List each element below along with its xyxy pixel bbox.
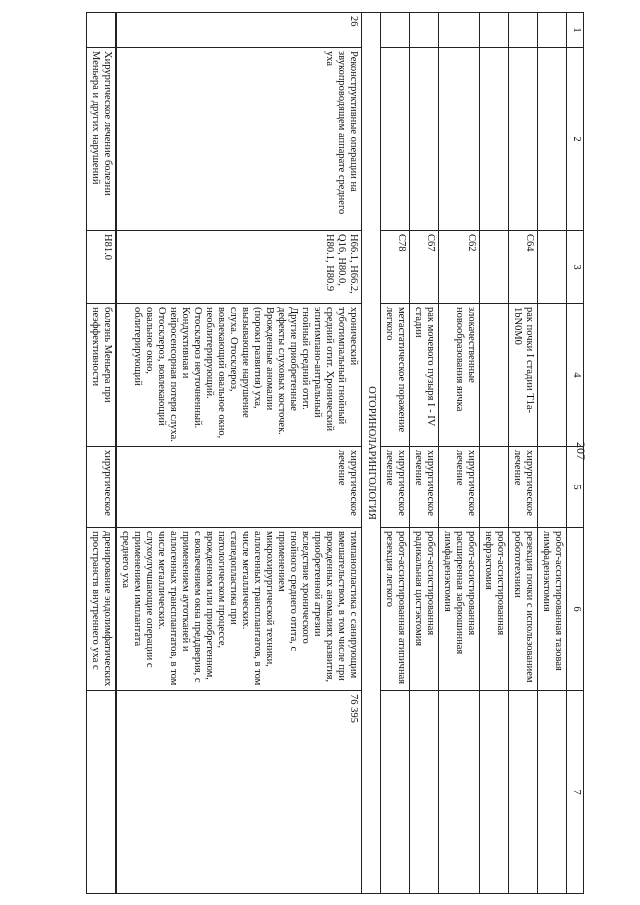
method-cell: резекция почки с использованием робототехники [509,528,538,691]
diagnosis-cell: хронический туботимпальный гнойный средний отит. Хронический эпитимпано-антральный гнойный средний отит. Другие приобретенные дефекты слуховых косточек. Врожденные аномалии (пороки развития) уха, вызывающие нарушение слуха. Отосклероз, вовлекающий овальное окно, необлитерирующий. Отосклероз неуточненный. Кондуктивная и нейросенсорная потеря слуха. Отосклероз, вовлекающий овальное окно, облитерирующий [116,304,362,447]
row-number: 26 [116,13,362,48]
code-cell [538,231,567,304]
treatment-type-cell: хирургическое [87,447,117,528]
col-header: 6 [567,528,584,691]
code-cell: H81.0 [87,231,117,304]
code-cell: C64 [509,231,538,304]
table-row [381,13,410,894]
code-cell: C67 [410,231,439,304]
rotated-table-sheet [24,12,584,892]
code-cell: C78 [381,231,410,304]
treatment-type-cell: хирургическое лечение [381,447,410,528]
diagnosis-cell [538,304,567,447]
table-row [480,13,509,894]
method-cell: робот-ассистированная радикальная цистэктомия [410,528,439,691]
medical-care-table [86,12,584,894]
section-row [362,13,381,894]
table-row [538,13,567,894]
table-row [509,13,538,894]
diagnosis-cell: метастатическое поражение легкого [381,304,410,447]
code-cell: H66.1, H66.2, Q16, H80.0, H80.1, H80.9 [116,231,362,304]
col-header: 4 [567,304,584,447]
diagnosis-cell: злокачественные новообразования яичка [439,304,480,447]
col-header: 1 [567,13,584,48]
method-cell: робот-ассистированная атипичная резекция легкого [381,528,410,691]
method-cell: робот-ассистированная расширенная забрюшинная лимфаденэктомия [439,528,480,691]
treatment-type-cell: хирургическое лечение [116,447,362,528]
care-type-name: Реконструктивные операции на звукопроводящем аппарате среднего уха [116,48,362,231]
method-cell: дренирование эндолимфатических пространств внутреннего уха с [87,528,117,691]
treatment-type-cell [480,447,509,528]
col-header: 2 [567,48,584,231]
column-number-row [567,13,584,894]
diagnosis-cell: болезнь Меньера при неэффективности [87,304,117,447]
diagnosis-cell: рак почки I стадии T1a-1bN0M0 [509,304,538,447]
code-cell [480,231,509,304]
method-cell: робот-ассистированная тазовая лимфаденэктомия [538,528,567,691]
table-row [410,13,439,894]
table-row [87,13,117,894]
amount-cell: 76 395 [116,691,362,894]
col-header: 3 [567,231,584,304]
diagnosis-cell [480,304,509,447]
table-row [439,13,480,894]
col-header: 5 [567,447,584,528]
page-number: 207 [574,442,588,460]
treatment-type-cell [538,447,567,528]
method-cell: тимпанопластика с санирующим вмешательством, в том числе при врожденных аномалиях развития, приобретенной атрезии вследствие хронического гнойного среднего отита, с применением микрохирургической техники, аллогенных трансплантатов, в том числе металлических. стапедопластика при патологическом процессе, врожденном или приобретенном, с вовлечением окна преддверия, с применением аутотканей и аллогенных трансплантатов, в том числе металлических. слухоулучшающие операции с применением имплантата среднего уха [116,528,362,691]
treatment-type-cell: хирургическое лечение [439,447,480,528]
treatment-type-cell: хирургическое лечение [410,447,439,528]
table-row [116,13,362,894]
section-title: ОТОРИНОЛАРИНГОЛОГИЯ [362,13,381,894]
care-type-name: Хирургическое лечение болезни Меньера и других нарушений [87,48,117,231]
code-cell: C62 [439,231,480,304]
diagnosis-cell: рак мочевого пузыря I - IV стадии [410,304,439,447]
treatment-type-cell: хирургическое лечение [509,447,538,528]
col-header: 7 [567,691,584,894]
method-cell: робот-ассистированная нефрэктомия [480,528,509,691]
